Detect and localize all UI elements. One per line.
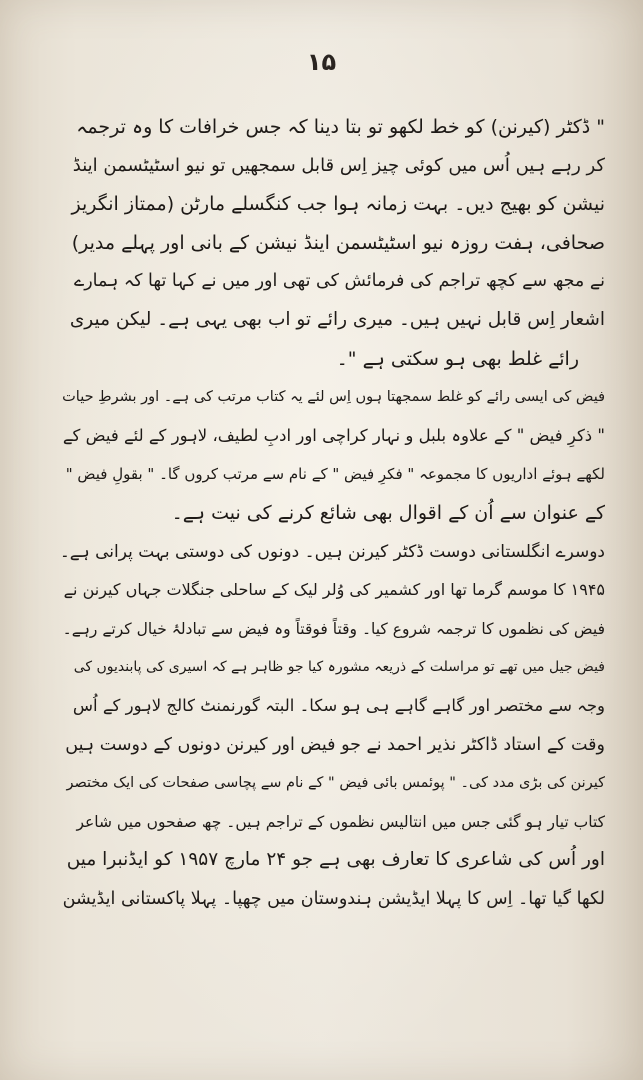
text-line: کتاب تیار ہو گئی جس میں انتالیس نظموں کے تراجم ہیں۔ چھ صفحوں میں شاعر bbox=[76, 812, 605, 831]
text-line: اور اُس کی شاعری کا تعارف بھی ہے جو ۲۴ مارچ ۱۹۵۷ کو ایڈنبرا میں bbox=[66, 849, 605, 871]
text-line: لکھے ہوئے اداریوں کا مجموعہ " فکرِ فیض " کے نام سے مرتب کروں گا۔ " بقولِ فیض " bbox=[65, 465, 605, 484]
page-number: ۱۵ bbox=[306, 48, 337, 76]
text-line: کر رہے ہیں اُس میں کوئی چیز اِس قابل سمجھیں تو نیو اسٹیٹسمن اینڈ bbox=[72, 154, 605, 176]
text-line: کے عنوان سے اُن کے اقوال بھی شائع کرنے کی نیت ہے۔ bbox=[171, 501, 605, 524]
text-line: " ڈکٹر (کیرنن) کو خط لکھو تو بتا دینا کہ جس خرافات کا وہ ترجمہ bbox=[76, 116, 605, 138]
text-line: ۱۹۴۵ کا موسم گرما تھا اور کشمیر کی وُلر لیک کے ساحلی جنگلات جہاں کیرنن نے bbox=[63, 580, 605, 600]
text-line: نے مجھ سے کچھ تراجم کی فرمائش کی تھی اور میں نے کہا تھا کہ ہمارے bbox=[73, 271, 605, 292]
body-text bbox=[60, 108, 605, 918]
text-line: صحافی، ہفت روزہ نیو اسٹیٹسمن اینڈ نیشن کے بانی اور پہلے مدیر) bbox=[71, 231, 605, 254]
text-line: دوسرے انگلستانی دوست ڈکٹر کیرنن ہیں۔ دونوں کی دوستی بہت پرانی ہے۔ bbox=[60, 541, 605, 562]
text-line: نیشن کو بھیج دیں۔ بہت زمانہ ہوا جب کنگسلے مارٹن (ممتاز انگریز bbox=[71, 193, 605, 216]
text-line: اشعار اِس قابل نہیں ہیں۔ میری رائے تو اب بھی یہی ہے۔ لیکن میری bbox=[69, 308, 605, 330]
text-line: رائے غلط بھی ہو سکتی ہے "۔ bbox=[336, 347, 579, 370]
text-line: لکھا گیا تھا۔ اِس کا پہلا ایڈیشن ہندوستان میں چھپا۔ پہلا پاکستانی ایڈیشن bbox=[62, 888, 605, 909]
text-line: " ذکرِ فیض " کے علاوہ بلبل و نہار کراچی اور ادبِ لطیف، لاہور کے لئے فیض کے bbox=[62, 425, 605, 445]
text-line: فیض کی ایسی رائے کو غلط سمجھتا ہوں اِس لئے یہ کتاب مرتب کی ہے۔ اور بشرطِ حیات bbox=[62, 389, 605, 406]
text-line: فیض کی نظموں کا ترجمہ شروع کیا۔ وقتاً فوقتاً وہ فیض سے تبادلۂ خیال کرتے رہے۔ bbox=[62, 619, 605, 638]
text-line: وجہ سے مختصر اور گاہے گاہے ہی ہو سکا۔ البتہ گورنمنٹ کالج لاہور کے اُس bbox=[72, 695, 605, 715]
text-line: کیرنن کی بڑی مدد کی۔ " پوئمس بائی فیض " کے نام سے پچاسی صفحات کی ایک مختصر bbox=[66, 775, 605, 792]
text-line: وقت کے استاد ڈاکٹر نذیر احمد نے جو فیض اور کیرنن دونوں کے دوست ہیں bbox=[65, 734, 605, 755]
text-line: فیض جیل میں تھے تو مراسلت کے ذریعہ مشورہ کیا جو ظاہر ہے کہ اسیری کی پابندیوں کی bbox=[73, 659, 605, 676]
